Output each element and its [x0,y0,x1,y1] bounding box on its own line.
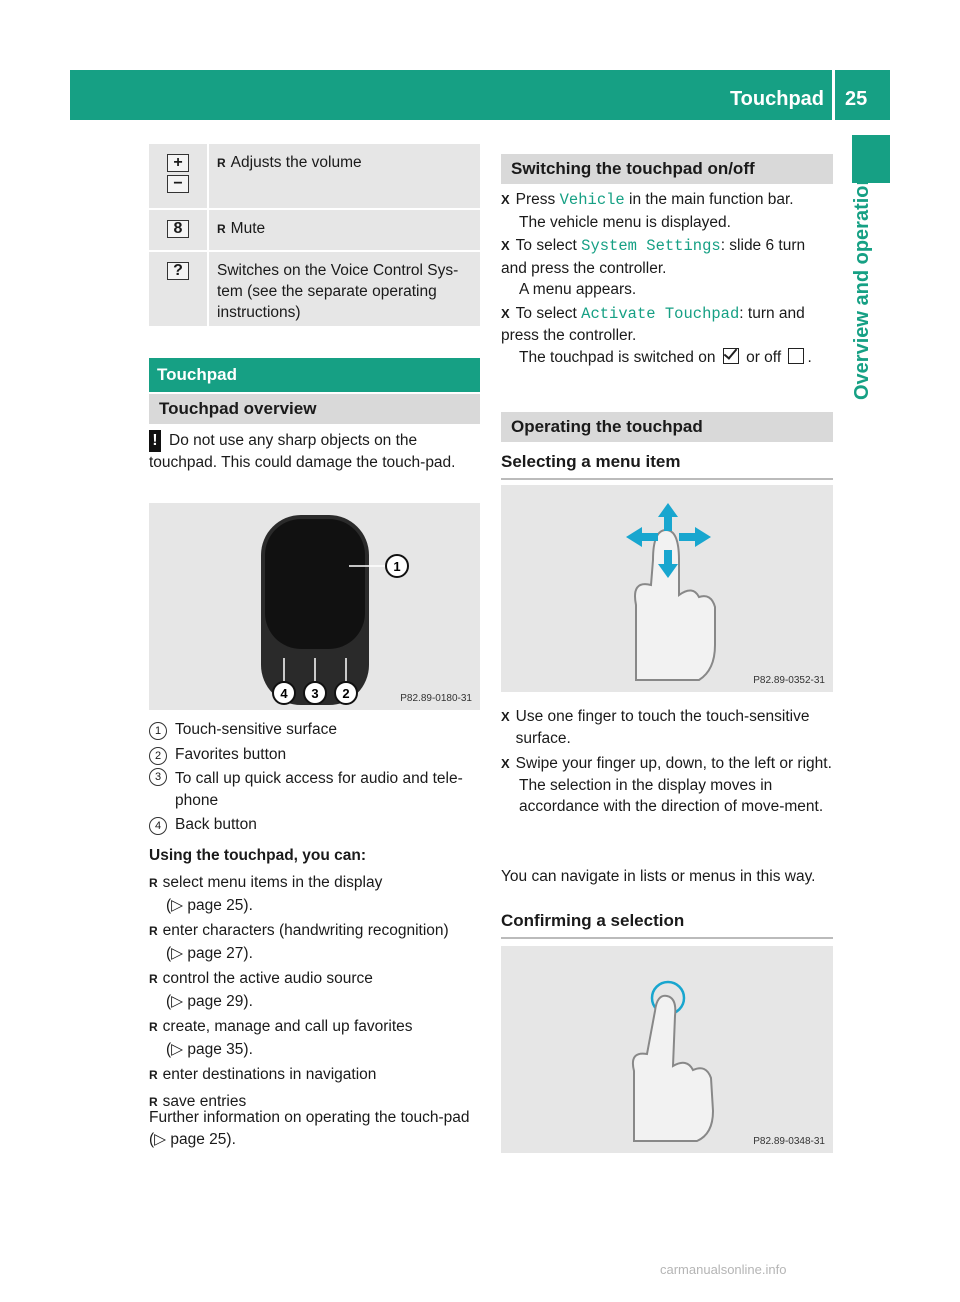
list-item: R control the active audio source (▷ page 29). [149,968,480,1012]
svg-text:1: 1 [393,559,401,574]
switching-steps [501,189,833,368]
step-item: X Press Vehicle in the main function bar. [501,189,833,212]
step-result: A menu appears. [519,281,637,298]
voice-control-icon: ? [149,252,209,326]
table-row [149,252,480,328]
operating-steps [501,706,833,818]
checked-box-icon [723,348,739,364]
mute-icon: 8 [149,210,209,250]
swipe-hand-illustration [501,485,833,692]
tap-hand-illustration [501,946,833,1153]
step-item: X Use one finger to touch the touch-sensitive surface. [501,706,833,749]
list-item: R save entries [149,1091,480,1114]
svg-text:4: 4 [280,686,288,701]
legend-item: 3 To call up quick access for audio and tele-phone [149,768,480,811]
subhead-selecting-menu-item: Selecting a menu item [501,452,833,480]
watermark-brand: carmanualsonline.info [660,1262,787,1277]
subsection-title-operating: Operating the touchpad [501,412,833,442]
touchpad-overview-figure [149,503,480,710]
step-item: X Swipe your finger up, down, to the left or right. [501,753,833,775]
table-row-text: R Mute [209,210,480,250]
subsection-title-switching: Switching the touchpad on/off [501,154,833,184]
side-section-label: Overview and operation [851,173,873,400]
legend-item: 2 Favorites button [149,744,480,766]
list-item: R select menu items in the display (▷ page 25). [149,872,480,916]
swipe-figure [501,485,833,692]
legend-item: 1 Touch-sensitive surface [149,719,480,741]
navigation-note: You can navigate in lists or menus in this way. [501,868,816,885]
figure-id: P82.89-0348-31 [753,1136,825,1147]
further-info: Further information on operating the touch-pad (▷ page 25). [149,1109,470,1148]
step-item: X To select System Settings: slide 6 turn and press the controller. [501,235,833,279]
page-number: 25 [845,88,868,110]
touchpad-illustration [149,503,480,710]
controls-table [149,144,480,328]
svg-text:2: 2 [342,686,350,701]
section-title-touchpad: Touchpad [149,358,480,392]
subsection-title-overview: Touchpad overview [149,394,480,424]
figure-id: P82.89-0180-31 [400,693,472,704]
unchecked-box-icon [788,348,804,364]
step-result: The touchpad is switched on or off . [519,348,812,366]
warning-note: ! Do not use any sharp objects on the touchpad. This could damage the touch-pad. [149,432,456,471]
table-row-text: Switches on the Voice Control Sys-tem (see the separate operating instructions) [217,262,459,321]
page-header-title: Touchpad [729,88,824,110]
touchpad-uses-list [149,872,480,1113]
list-item: R enter characters (handwriting recognition) (▷ page 27). [149,920,480,964]
step-result: The vehicle menu is displayed. [519,213,731,231]
tap-figure [501,946,833,1153]
list-item: R enter destinations in navigation [149,1064,480,1087]
header-divider [832,70,835,120]
figure-legend [149,719,480,836]
legend-item: 4 Back button [149,814,480,836]
volume-plus-minus-icon: + − [149,144,209,208]
figure-id: P82.89-0352-31 [753,675,825,686]
list-item: R create, manage and call up favorites (▷ page 35). [149,1016,480,1060]
subhead-confirming-selection: Confirming a selection [501,911,833,939]
warning-icon: ! [149,430,161,452]
svg-text:3: 3 [311,686,319,701]
step-result: The selection in the display moves in accordance with the direction of move-ment. [519,776,824,815]
table-row [149,144,480,210]
table-row-text: R Adjusts the volume [209,144,480,208]
table-row [149,210,480,252]
step-item: X To select Activate Touchpad: turn and press the controller. [501,303,833,347]
using-touchpad-title: Using the touchpad, you can: [149,847,367,864]
